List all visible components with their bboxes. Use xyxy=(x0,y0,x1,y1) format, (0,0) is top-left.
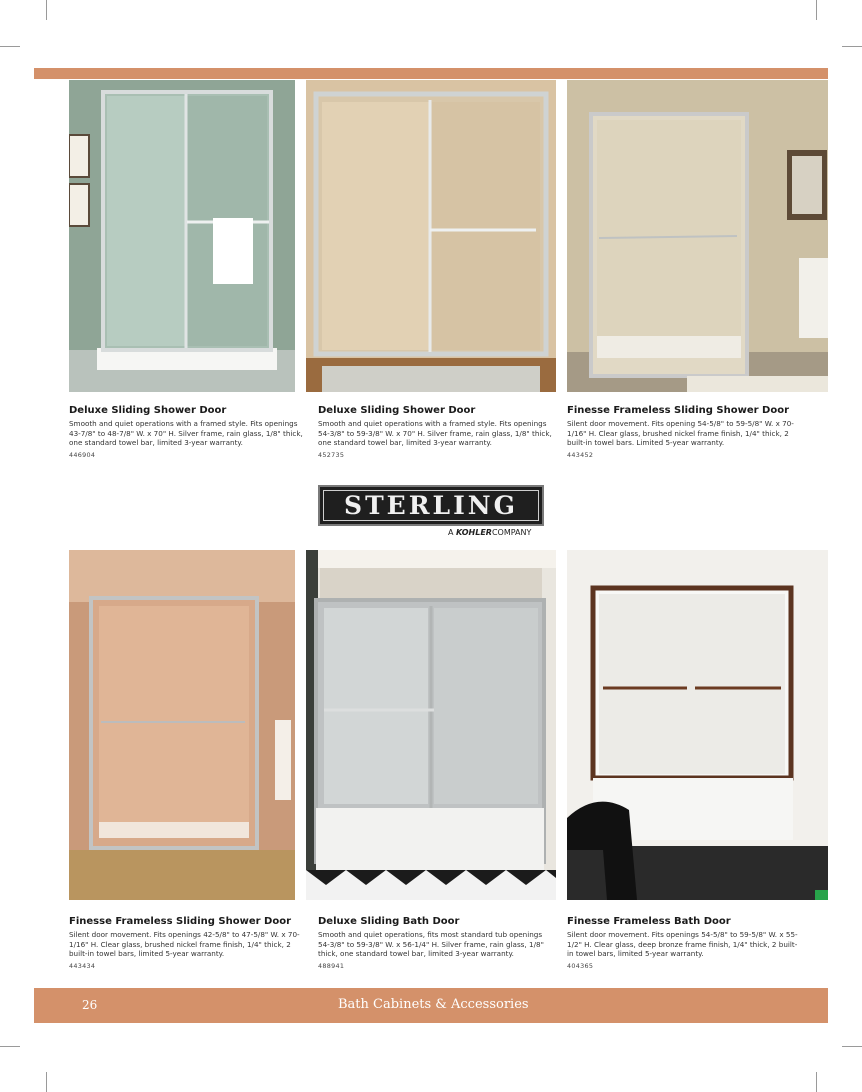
product-sku: 404365 xyxy=(567,961,594,970)
tagline-suffix: COMPANY xyxy=(491,528,532,537)
product-sku: 488941 xyxy=(318,961,345,970)
crop-mark xyxy=(0,46,20,47)
product-title: Finesse Frameless Bath Door xyxy=(567,916,731,927)
product-photo-443452[interactable] xyxy=(567,80,828,392)
product-photo-452735[interactable] xyxy=(306,80,556,392)
page-footer xyxy=(34,988,828,1023)
product-sku: 443434 xyxy=(69,961,96,970)
product-photo-443434[interactable] xyxy=(69,550,295,900)
product-title: Finesse Frameless Sliding Shower Door xyxy=(567,405,789,416)
product-photo-446904[interactable] xyxy=(69,80,295,392)
crop-mark xyxy=(0,1046,20,1047)
product-photo-488941[interactable] xyxy=(306,550,556,900)
sterling-logo xyxy=(318,485,544,526)
product-description: Smooth and quiet operations with a framed style. Fits openings 54-3/8" to 59-3/8" W. x 70" H. Silver frame, rain glass, 1/8" thick, one standard towel bar, limited 3-year warranty. xyxy=(318,419,552,448)
product-title: Deluxe Sliding Shower Door xyxy=(69,405,227,416)
product-description: Smooth and quiet operations, fits most standard tub openings 54-3/8" to 59-3/8" W. x 56-1/4" H. Silver frame, rain glass, 1/8" thick, one standard towel bar, limited 3-year warranty. xyxy=(318,930,544,959)
product-description: Silent door movement. Fits openings 42-5/8" to 47-5/8" W. x 70-1/16" H. Clear glass, brushed nickel frame finish, 1/4" thick, 2 built-in towel bars, limited 5-year warranty. xyxy=(69,930,300,959)
product-title: Finesse Frameless Sliding Shower Door xyxy=(69,916,291,927)
product-caption xyxy=(318,916,554,970)
product-title: Deluxe Sliding Bath Door xyxy=(318,916,460,927)
product-description: Smooth and quiet operations with a framed style. Fits openings 43-7/8" to 48-7/8" W. x 70" H. Silver frame, rain glass, 1/8" thick, one standard towel bar, limited 3-year warranty. xyxy=(69,419,303,448)
top-accent-bar xyxy=(34,68,828,79)
product-description: Silent door movement. Fits opening 54-5/8" to 59-5/8" W. x 70-1/16" H. Clear glass, brushed nickel frame finish, 1/4" thick, 2 built-in towel bars. Limited 5-year warranty. xyxy=(567,419,794,448)
crop-mark xyxy=(816,0,817,20)
logo-wordmark: STERLING xyxy=(344,491,518,520)
product-sku: 446904 xyxy=(69,450,96,459)
product-caption xyxy=(567,916,803,970)
product-caption xyxy=(318,405,554,459)
product-description: Silent door movement. Fits openings 54-5/8" to 59-5/8" W. x 55-1/2" H. Clear glass, deep bronze frame finish, 1/4" thick, 2 built-in towel bars, limited 5-year warranty. xyxy=(567,930,798,959)
logo-tagline xyxy=(448,528,531,537)
product-photo-404365[interactable] xyxy=(567,550,828,900)
product-sku: 452735 xyxy=(318,450,345,459)
product-caption xyxy=(69,405,305,459)
tagline-brand: KOHLER xyxy=(456,528,492,537)
product-caption xyxy=(69,916,305,970)
crop-mark xyxy=(46,0,47,20)
crop-mark xyxy=(46,1072,47,1092)
tagline-prefix: A xyxy=(448,528,454,537)
section-title: Bath Cabinets & Accessories xyxy=(338,997,529,1012)
crop-mark xyxy=(842,1046,862,1047)
crop-mark xyxy=(842,46,862,47)
product-caption xyxy=(567,405,803,459)
crop-mark xyxy=(816,1072,817,1092)
product-title: Deluxe Sliding Shower Door xyxy=(318,405,476,416)
product-sku: 443452 xyxy=(567,450,594,459)
page-number: 26 xyxy=(82,998,98,1012)
